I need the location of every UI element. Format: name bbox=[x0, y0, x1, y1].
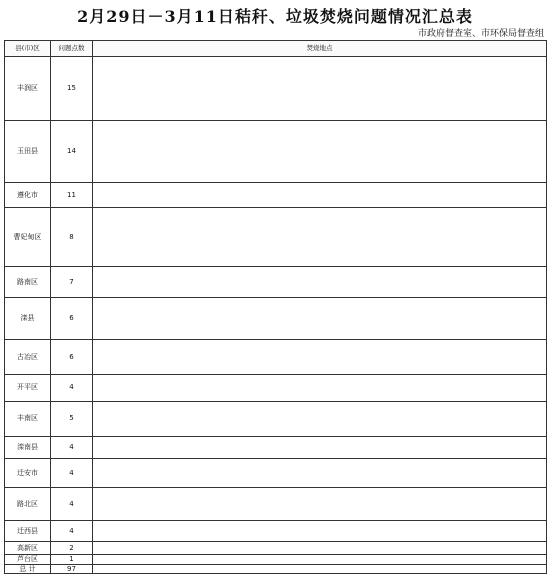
table-row bbox=[5, 541, 547, 554]
row-county: 遵化市 bbox=[5, 182, 51, 207]
table-body bbox=[5, 57, 547, 565]
table-row bbox=[5, 57, 547, 121]
row-count: 4 bbox=[51, 521, 93, 542]
table-row bbox=[5, 459, 547, 488]
row-details bbox=[93, 339, 547, 374]
row-details bbox=[93, 521, 547, 542]
table-header-row bbox=[5, 41, 547, 57]
row-count: 4 bbox=[51, 459, 93, 488]
row-county: 高新区 bbox=[5, 541, 51, 554]
row-county: 迁西县 bbox=[5, 521, 51, 542]
table-row bbox=[5, 298, 547, 339]
row-details bbox=[93, 267, 547, 298]
row-count: 5 bbox=[51, 401, 93, 436]
row-county: 曹妃甸区 bbox=[5, 207, 51, 267]
row-details bbox=[93, 459, 547, 488]
table-row bbox=[5, 120, 547, 182]
row-count: 2 bbox=[51, 541, 93, 554]
total-label: 总 计 bbox=[5, 564, 51, 573]
table-row bbox=[5, 555, 547, 565]
row-count: 1 bbox=[51, 555, 93, 565]
row-details bbox=[93, 182, 547, 207]
table-total-row bbox=[5, 564, 547, 573]
row-count: 4 bbox=[51, 374, 93, 401]
row-count: 7 bbox=[51, 267, 93, 298]
row-county: 滦县 bbox=[5, 298, 51, 339]
row-details bbox=[93, 541, 547, 554]
table-row bbox=[5, 401, 547, 436]
row-details bbox=[93, 298, 547, 339]
row-details bbox=[93, 488, 547, 521]
table-row bbox=[5, 267, 547, 298]
row-details bbox=[93, 120, 547, 182]
source-line: 市政府督查室、市环保局督查组 bbox=[417, 29, 544, 39]
row-county: 迁安市 bbox=[5, 459, 51, 488]
row-count: 6 bbox=[51, 298, 93, 339]
table-row bbox=[5, 339, 547, 374]
row-county: 丰润区 bbox=[5, 57, 51, 121]
row-county: 路北区 bbox=[5, 488, 51, 521]
table-row bbox=[5, 436, 547, 459]
row-count: 11 bbox=[51, 182, 93, 207]
table-row bbox=[5, 182, 547, 207]
table-row bbox=[5, 374, 547, 401]
row-county: 芦台区 bbox=[5, 555, 51, 565]
header-details: 焚烧地点 bbox=[93, 41, 547, 57]
table-row bbox=[5, 207, 547, 267]
row-details bbox=[93, 374, 547, 401]
table-row bbox=[5, 521, 547, 542]
row-details bbox=[93, 207, 547, 267]
row-count: 4 bbox=[51, 436, 93, 459]
header-count: 问题点数 bbox=[51, 41, 93, 57]
row-details bbox=[93, 401, 547, 436]
page-title: 2月29日－3月11日秸秆、垃圾焚烧问题情况汇总表 bbox=[77, 7, 473, 26]
row-count: 8 bbox=[51, 207, 93, 267]
row-county: 开平区 bbox=[5, 374, 51, 401]
row-details bbox=[93, 436, 547, 459]
row-details bbox=[93, 57, 547, 121]
row-county: 丰南区 bbox=[5, 401, 51, 436]
row-count: 6 bbox=[51, 339, 93, 374]
total-note bbox=[93, 564, 547, 573]
row-county: 古冶区 bbox=[5, 339, 51, 374]
row-county: 路南区 bbox=[5, 267, 51, 298]
header-county: 县(市)区 bbox=[5, 41, 51, 57]
row-count: 4 bbox=[51, 488, 93, 521]
total-count: 97 bbox=[51, 564, 93, 573]
row-county: 玉田县 bbox=[5, 120, 51, 182]
row-count: 15 bbox=[51, 57, 93, 121]
row-county: 滦南县 bbox=[5, 436, 51, 459]
summary-table bbox=[4, 40, 547, 574]
row-details bbox=[93, 555, 547, 565]
table-row bbox=[5, 488, 547, 521]
row-count: 14 bbox=[51, 120, 93, 182]
